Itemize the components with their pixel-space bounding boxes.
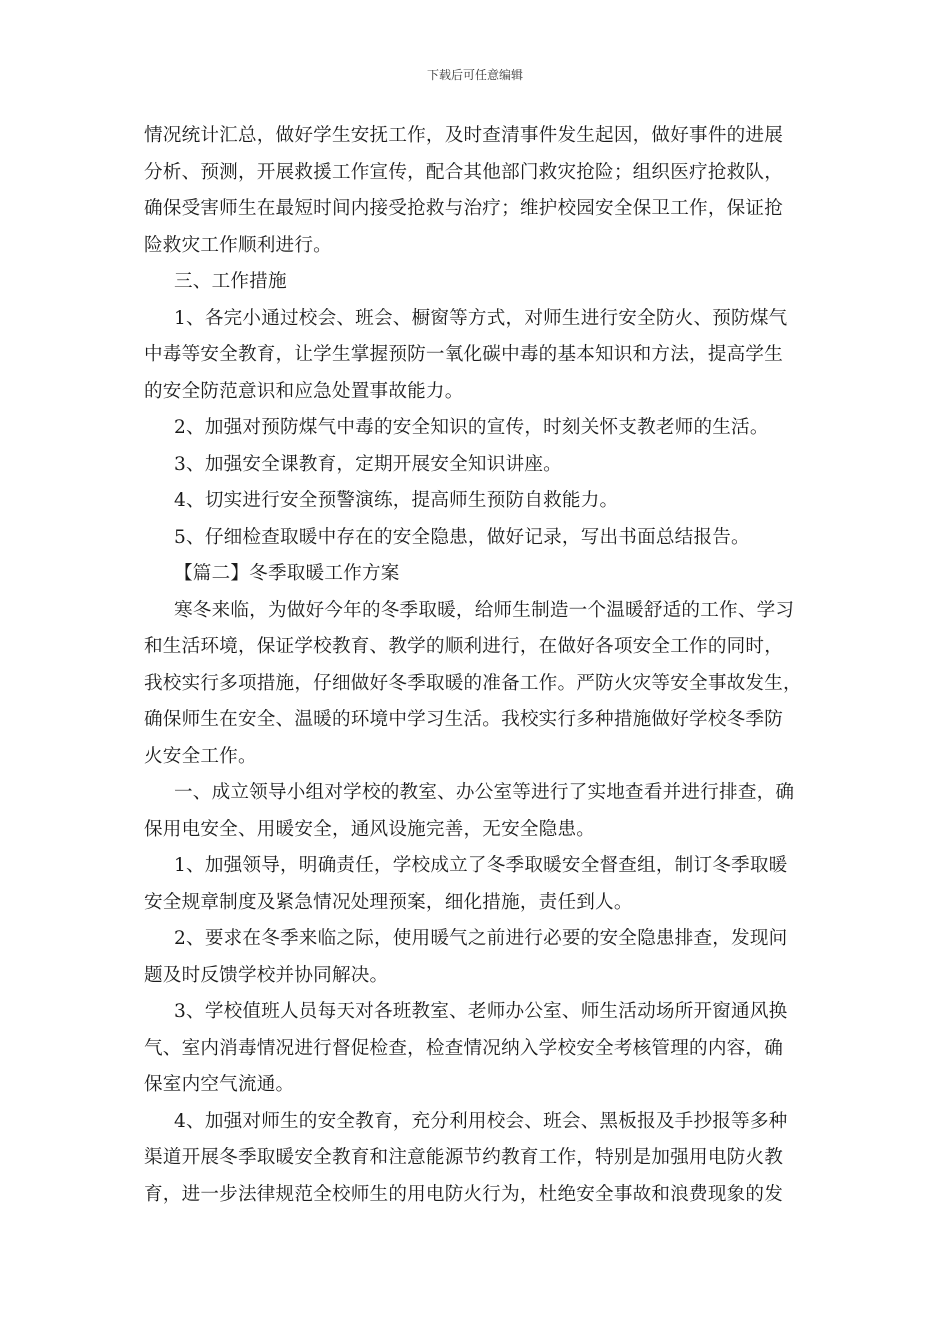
text-line: 2、加强对预防煤气中毒的安全知识的宣传，时刻关怀支教老师的生活。 — [174, 417, 769, 438]
text-line: 分析、预测，开展救援工作宣传，配合其他部门救灾抢险；组织医疗抢救队， — [144, 161, 783, 183]
text-line: 【篇二】冬季取暖工作方案 — [174, 563, 400, 584]
text-line: 的安全防范意识和应急处置事故能力。 — [144, 380, 464, 402]
text-line: 气、室内消毒情况进行督促检查，检查情况纳入学校安全考核管理的内容，确 — [144, 1037, 783, 1059]
text-line: 渠道开展冬季取暖安全教育和注意能源节约教育工作，特别是加强用电防火教 — [144, 1147, 783, 1168]
text-line: 3、学校值班人员每天对各班教室、老师办公室、师生活动场所开窗通风换 — [174, 1001, 788, 1022]
text-line: 1、各完小通过校会、班会、橱窗等方式，对师生进行安全防火、预防煤气 — [174, 307, 788, 329]
text-line: 中毒等安全教育，让学生掌握预防一氧化碳中毒的基本知识和方法，提高学生 — [144, 344, 783, 365]
text-line: 确保师生在安全、温暖的环境中学习生活。我校实行多种措施做好学校冬季防 — [144, 709, 783, 730]
text-line: 4、加强对师生的安全教育，充分利用校会、班会、黑板报及手抄报等多种 — [174, 1110, 788, 1132]
text-line: 险救灾工作顺利进行。 — [144, 234, 332, 256]
text-line: 确保受害师生在最短时间内接受抢救与治疗；维护校园安全保卫工作，保证抢 — [144, 198, 783, 219]
text-line: 和生活环境，保证学校教育、教学的顺利进行，在做好各项安全工作的同时， — [144, 636, 783, 657]
text-line: 2、要求在冬季来临之际，使用暖气之前进行必要的安全隐患排查，发现问 — [174, 928, 788, 949]
text-line: 4、切实进行安全预警演练，提高师生预防自救能力。 — [174, 490, 619, 511]
text-line: 一、成立领导小组对学校的教室、办公室等进行了实地查看并进行排查，确 — [174, 782, 795, 803]
text-line: 寒冬来临，为做好今年的冬季取暖，给师生制造一个温暖舒适的工作、学习 — [174, 599, 795, 621]
text-line: 情况统计汇总，做好学生安抚工作，及时查清事件发生起因，做好事件的进展 — [144, 125, 783, 146]
text-line: 题及时反馈学校并协同解决。 — [144, 964, 389, 986]
text-line: 安全规章制度及紧急情况处理预案，细化措施，责任到人。 — [144, 891, 633, 913]
text-line: 育，进一步法律规范全校师生的用电防火行为，杜绝安全事故和浪费现象的发 — [144, 1183, 783, 1205]
text-line: 三、工作措施 — [174, 271, 287, 292]
text-line: 5、仔细检查取暖中存在的安全隐患，做好记录，写出书面总结报告。 — [174, 526, 750, 548]
text-line: 火安全工作。 — [144, 745, 257, 767]
text-line: 保室内空气流通。 — [144, 1074, 295, 1095]
document-body — [144, 118, 806, 1213]
text-line: 我校实行多项措施，仔细做好冬季取暖的准备工作。严防火灾等安全事故发生， — [144, 672, 802, 694]
text-line: 保用电安全、用暖安全，通风设施完善，无安全隐患。 — [144, 818, 596, 840]
page-header: 下载后可任意编辑 — [426, 68, 523, 82]
text-line: 1、加强领导，明确责任，学校成立了冬季取暖安全督查组，制订冬季取暖 — [174, 855, 788, 876]
text-line: 3、加强安全课教育，定期开展安全知识讲座。 — [174, 453, 562, 475]
